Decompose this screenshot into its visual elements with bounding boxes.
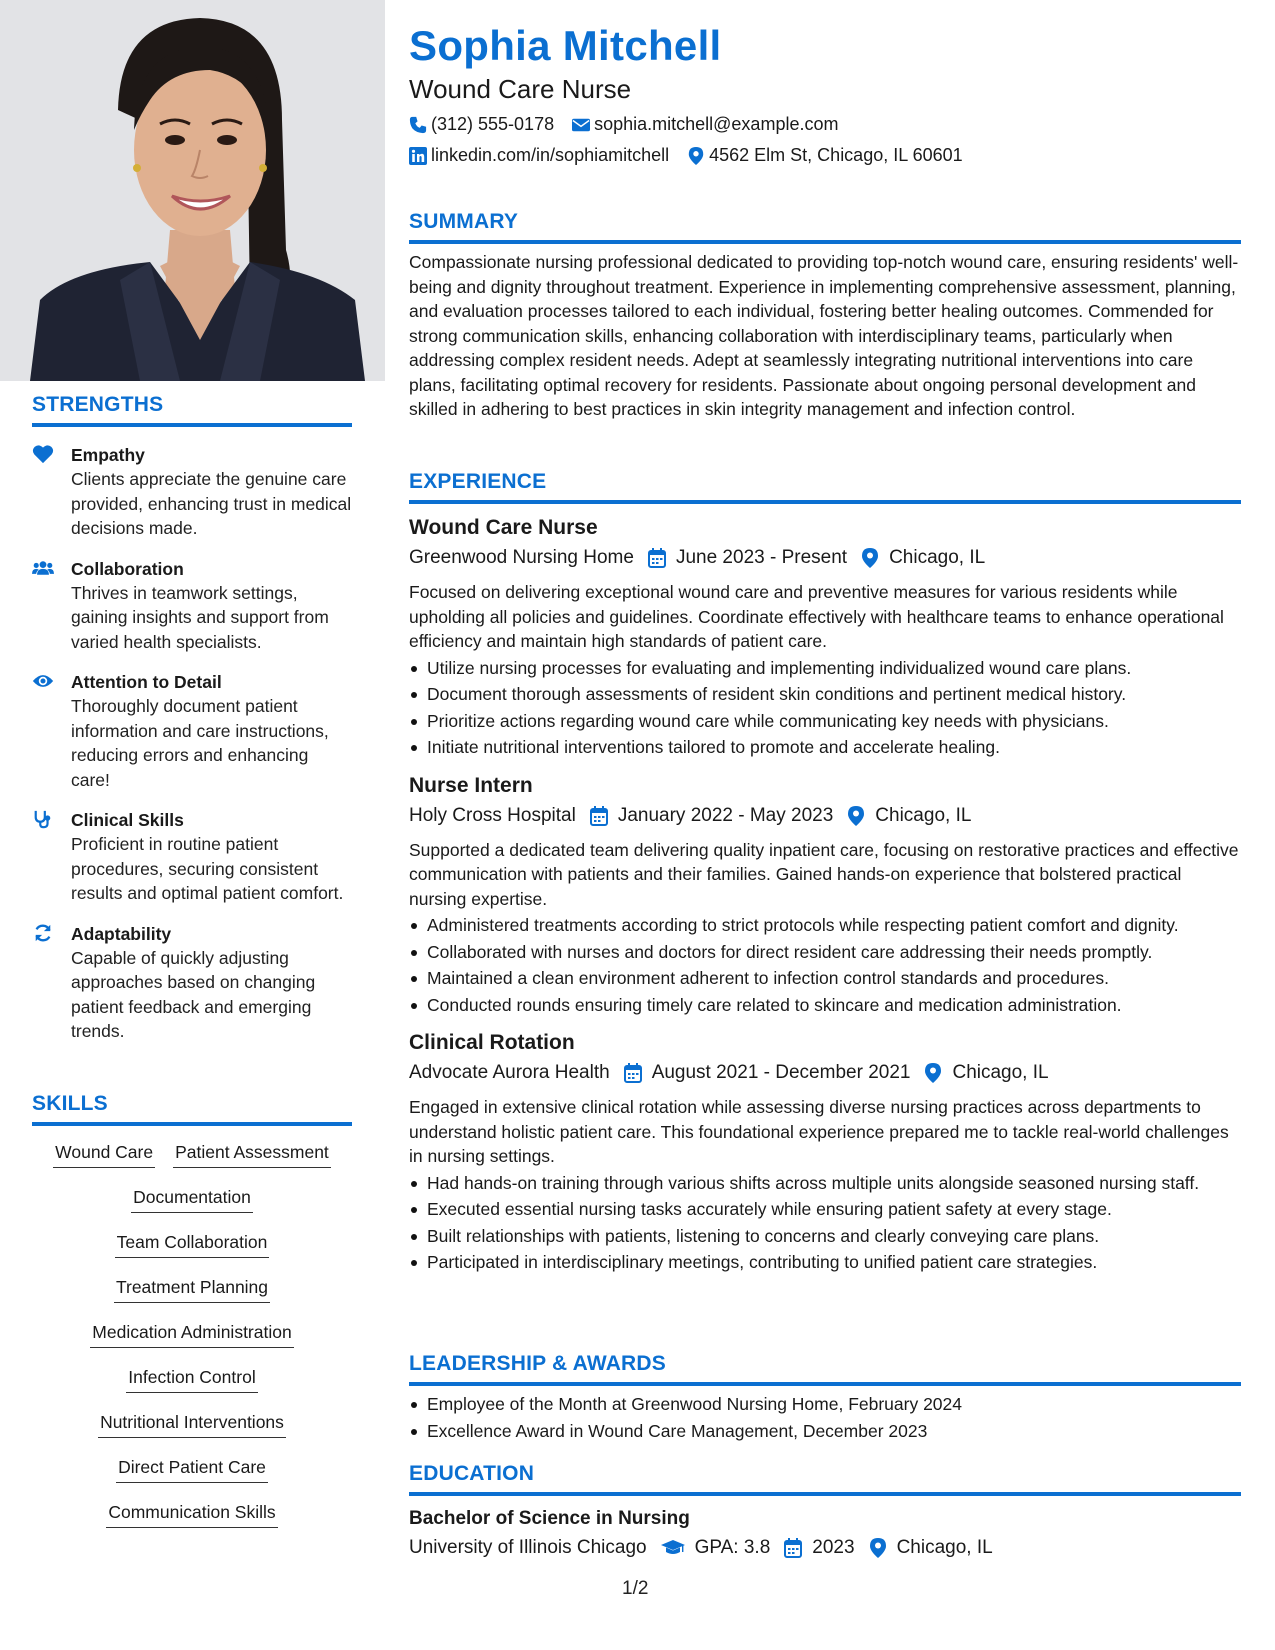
- job-meta: [409, 802, 1241, 830]
- job-organization: Greenwood Nursing Home: [409, 547, 634, 568]
- skill-tag: Direct Patient Care: [116, 1455, 268, 1483]
- map-pin-icon: [687, 147, 705, 165]
- job-dates: June 2023 - Present: [675, 547, 848, 568]
- linkedin-url: linkedin.com/in/sophiamitchell: [431, 145, 670, 165]
- education-year: 2023: [812, 1537, 855, 1558]
- strength-item: [32, 443, 352, 541]
- awards-list: [409, 1392, 1241, 1443]
- job-description: Engaged in extensive clinical rotation while assessing diverse nursing practices across departments to understand holistic patient care. This foundational experience prepared me to tackle real-world challenges in nursing settings.: [409, 1097, 1229, 1166]
- graduation-cap-icon: [661, 1539, 685, 1557]
- skill-tag: Communication Skills: [106, 1500, 277, 1528]
- skill-tag: Treatment Planning: [114, 1275, 270, 1303]
- skill-tag: Nutritional Interventions: [98, 1410, 286, 1438]
- list-item: Had hands-on training through various shifts across multiple units alongside seasoned nursing staff.: [409, 1171, 1241, 1196]
- strengths-heading: STRENGTHS: [32, 393, 352, 427]
- strength-item: [32, 670, 352, 792]
- candidate-name: Sophia Mitchell: [409, 22, 722, 69]
- experience-heading: EXPERIENCE: [409, 470, 1241, 504]
- list-item: Administered treatments according to strict protocols while respecting patient comfort and dignity.: [409, 913, 1241, 938]
- users-icon: [32, 558, 56, 580]
- education-location: Chicago, IL: [896, 1537, 993, 1558]
- education-gpa: GPA: 3.8: [694, 1537, 771, 1558]
- education-section: [409, 1462, 1241, 1562]
- calendar-icon: [648, 548, 666, 568]
- skills-section: [32, 1092, 352, 1545]
- list-item: Maintained a clean environment adherent to infection control standards and procedures.: [409, 966, 1241, 991]
- address-contact: [687, 145, 963, 166]
- contact-row: [409, 145, 963, 166]
- list-item: Executed essential nursing tasks accurately while ensuring patient safety at every stage.: [409, 1197, 1241, 1222]
- strength-name: Empathy: [71, 445, 145, 465]
- education-school: University of Illinois Chicago: [409, 1537, 647, 1558]
- list-item: Document thorough assessments of resident skin conditions and pertinent medical history.: [409, 682, 1241, 707]
- candidate-title: Wound Care Nurse: [409, 74, 632, 104]
- list-item: Prioritize actions regarding wound care while communicating key needs with physicians.: [409, 709, 1241, 734]
- job-description: Focused on delivering exceptional wound care and preventive measures for various residents while upholding all policies and guidelines. Coordinate effectively with healthcare teams to enhance operational efficiency and maintain high standards of patient care.: [409, 582, 1224, 651]
- skills-heading: SKILLS: [32, 1092, 352, 1126]
- job-dates: August 2021 - December 2021: [651, 1062, 911, 1083]
- heart-icon: [32, 444, 56, 466]
- map-pin-icon: [869, 1538, 887, 1558]
- skill-tag: Medication Administration: [90, 1320, 293, 1348]
- experience-section: [409, 470, 1241, 1275]
- education-meta: [409, 1534, 1241, 1562]
- skill-tag: Infection Control: [126, 1365, 257, 1393]
- strengths-section: [32, 393, 352, 1044]
- job-entry: [409, 772, 1241, 1018]
- job-description: Supported a dedicated team delivering quality inpatient care, focusing on restorative practices and effective communication with patients and their families. Gained hands-on experience that bolstered practical nursing expertise.: [409, 839, 1239, 909]
- job-location: Chicago, IL: [889, 547, 986, 568]
- phone-icon: [409, 116, 427, 134]
- address-text: 4562 Elm St, Chicago, IL 60601: [709, 145, 963, 165]
- calendar-icon: [784, 1538, 802, 1558]
- email-contact[interactable]: [572, 114, 838, 135]
- skill-tag: Patient Assessment: [173, 1140, 331, 1168]
- email-address: sophia.mitchell@example.com: [594, 114, 839, 134]
- strength-name: Collaboration: [71, 558, 184, 579]
- summary-heading: SUMMARY: [409, 210, 1241, 244]
- job-location: Chicago, IL: [952, 1062, 1049, 1083]
- sync-icon: [32, 923, 56, 945]
- list-item: Conducted rounds ensuring timely care related to skincare and medication administration.: [409, 993, 1241, 1018]
- calendar-icon: [624, 1063, 642, 1083]
- map-pin-icon: [924, 1063, 942, 1083]
- list-item: Built relationships with patients, listening to concerns and clearly conveying care plans.: [409, 1224, 1241, 1249]
- linkedin-icon: [409, 147, 427, 165]
- strength-name: Attention to Detail: [71, 672, 222, 692]
- job-bullets: [409, 1171, 1241, 1275]
- strength-description: Clients appreciate the genuine care provided, enhancing trust in medical decisions made.: [71, 469, 352, 538]
- phone-contact[interactable]: [409, 114, 554, 135]
- skill-tag: Team Collaboration: [115, 1230, 270, 1258]
- strength-description: Thoroughly document patient information and care instructions, reducing errors and enhancing care!: [71, 696, 329, 790]
- job-meta: [409, 1059, 1241, 1087]
- strength-item: [32, 922, 352, 1044]
- list-item: Participated in interdisciplinary meetings, contributing to unified patient care strategies.: [409, 1250, 1241, 1275]
- calendar-icon: [590, 806, 608, 826]
- strength-item: [32, 808, 352, 906]
- list-item: Initiate nutritional interventions tailored to promote and accelerate healing.: [409, 735, 1241, 760]
- education-degree: Bachelor of Science in Nursing: [409, 1508, 690, 1529]
- map-pin-icon: [861, 548, 879, 568]
- stethoscope-icon: [32, 809, 56, 831]
- job-title: Wound Care Nurse: [409, 516, 598, 539]
- job-dates: January 2022 - May 2023: [617, 804, 834, 826]
- job-meta: [409, 544, 1241, 572]
- envelope-icon: [572, 116, 590, 134]
- job-entry: [409, 1029, 1241, 1275]
- strength-description: Capable of quickly adjusting approaches based on changing patient feedback and emerging trends.: [71, 947, 316, 1041]
- job-bullets: [409, 913, 1241, 1017]
- list-item: Excellence Award in Wound Care Management, December 2023: [409, 1419, 1241, 1444]
- left-column: [0, 0, 385, 1650]
- job-entry: [409, 514, 1241, 760]
- page-number: 1/2: [622, 1578, 649, 1599]
- job-organization: Advocate Aurora Health: [409, 1062, 610, 1083]
- strength-name: Clinical Skills: [71, 810, 184, 830]
- awards-section: [409, 1352, 1241, 1443]
- awards-heading: LEADERSHIP & AWARDS: [409, 1352, 1241, 1386]
- linkedin-contact[interactable]: [409, 145, 669, 166]
- job-location: Chicago, IL: [875, 804, 972, 826]
- summary-section: [409, 210, 1241, 422]
- job-title: Nurse Intern: [409, 773, 533, 797]
- list-item: Employee of the Month at Greenwood Nursing Home, February 2024: [409, 1392, 1241, 1417]
- skill-tag: Wound Care: [53, 1140, 155, 1168]
- strength-description: Thrives in teamwork settings, gaining insights and support from varied health specialists.: [71, 582, 329, 652]
- list-item: Utilize nursing processes for evaluating and implementing individualized wound care plans.: [409, 656, 1241, 681]
- strength-description: Proficient in routine patient procedures, securing consistent results and optimal patient comfort.: [71, 834, 344, 903]
- job-bullets: [409, 656, 1241, 760]
- map-pin-icon: [847, 806, 865, 826]
- profile-photo: [0, 0, 385, 381]
- list-item: Collaborated with nurses and doctors for direct resident care addressing their needs promptly.: [409, 940, 1241, 965]
- eye-icon: [32, 671, 56, 693]
- strength-item: [32, 557, 352, 655]
- summary-text: Compassionate nursing professional dedicated to providing top-notch wound care, ensuring residents' well-being and dignity throughout treatment. Experience in implementing comprehensive assessment, planning, and evaluation processes tailored to each individual, fostering better healing outcomes. Commended for strong communication skills, enhancing collaboration with interdisciplinary teams, particularly when addressing complex resident needs. Adept at seamlessly integrating nutritional interventions into care plans, facilitating optimal recovery for residents. Passionate about ongoing personal development and skilled in adhering to best practices in skin integrity management and infection control.: [409, 252, 1239, 419]
- job-title: Clinical Rotation: [409, 1031, 575, 1054]
- job-organization: Holy Cross Hospital: [409, 804, 576, 826]
- strength-name: Adaptability: [71, 923, 172, 944]
- education-heading: EDUCATION: [409, 1462, 1241, 1496]
- skill-tag: Documentation: [131, 1185, 253, 1213]
- phone-number: (312) 555-0178: [431, 114, 555, 134]
- skills-list: [32, 1140, 352, 1545]
- contact-row: [409, 114, 838, 135]
